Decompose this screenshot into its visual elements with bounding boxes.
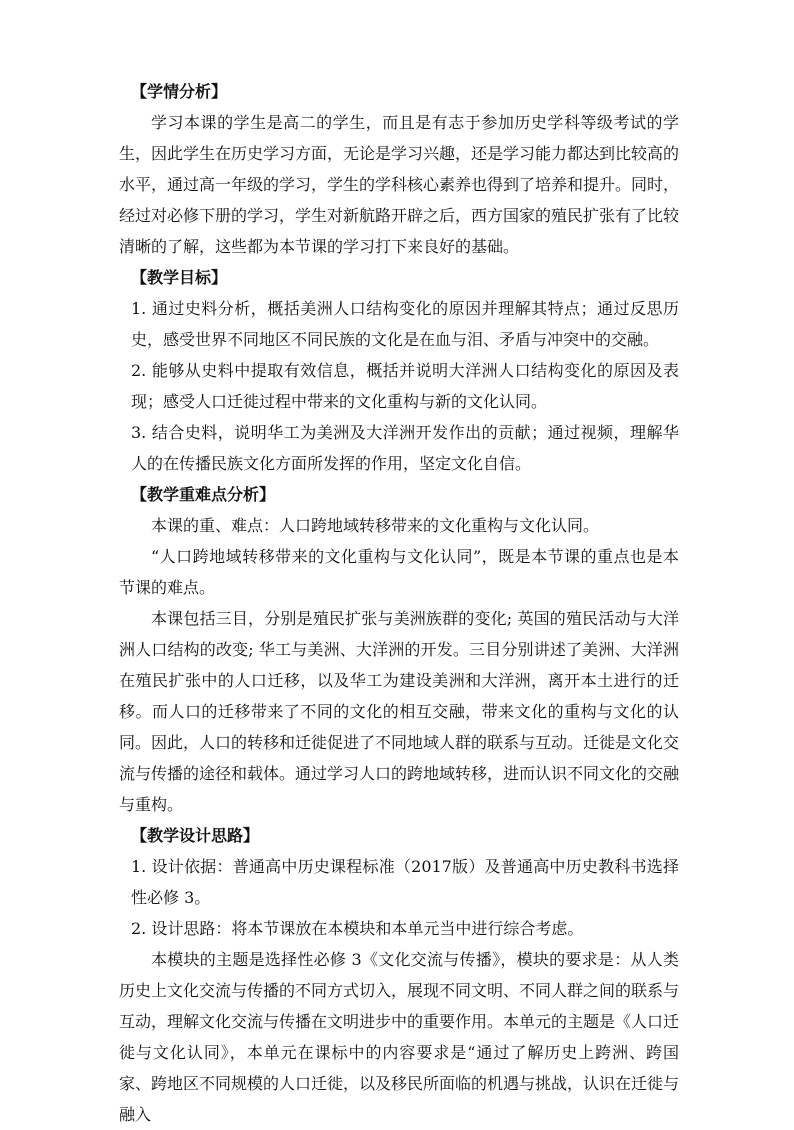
list-item-mubiao-3: 3. 结合史料，说明华工为美洲及大洋洲开发作出的贡献；通过视频，理解华人的在传播民族文化方面所发挥的作用，坚定文化自信。: [131, 423, 679, 473]
list-item-sheji-1: 1. 设计依据：普通高中历史课程标准（2017版）及普通高中历史教科书选择性必修 3。: [131, 857, 679, 907]
list-item-mubiao-1: 1. 通过史料分析，概括美洲人口结构变化的原因并理解其特点；通过反思历史，感受世界不同地区不同民族的文化是在血与泪、矛盾与冲突中的交融。: [131, 299, 679, 349]
section-heading-zhongnandian: 【教学重难点分析】: [131, 485, 276, 504]
paragraph-zhongnandian-3: 本课包括三目，分别是殖民扩张与美洲族群的变化; 英国的殖民活动与大洋洲人口结构的改变; 华工与美洲、大洋洲的开发。三目分别讲述了美洲、大洋洲在殖民扩张中的人口迁移，以及华工为建设美洲和大洋洲，离开本土进行的迁移。而人口的迁移带来了不同的文化的相互交融，带来文化的重构与文化的认同。因此，人口的转移和迁徙促进了不同地域人群的联系与互动。迁徙是文化交流与传播的途径和载体。通过学习人口的跨地域转移，进而认识不同文化的交融与重构。: [119, 609, 680, 814]
paragraph-sheji: 本模块的主题是选择性必修 3《文化交流与传播》，模块的要求是：从人类历史上文化交流与传播的不同方式切入，展现不同文明、不同人群之间的联系与互动，理解文化交流与传播在文明进步中的重要作用。本单元的主题是《人口迁徙与文化认同》，本单元在课标中的内容要求是“通过了解历史上跨洲、跨国家、跨地区不同规模的人口迁徙，以及移民所面临的机遇与挑战，认识在迁徙与融入: [119, 950, 680, 1124]
paragraph-xueqing: 学习本课的学生是高二的学生，而且是有志于参加历史学科等级考试的学生，因此学生在历史学习方面，无论是学习兴趣，还是学习能力都达到比较高的水平，通过高一年级的学习，学生的学科核心素养也得到了培养和提升。同时，经过对必修下册的学习，学生对新航路开辟之后，西方国家的殖民扩张有了比较清晰的了解，这些都为本节课的学习打下来良好的基础。: [119, 113, 680, 256]
document-page: [119, 76, 679, 1130]
section-heading-xueqing: 【学情分析】: [131, 82, 228, 101]
list-item-sheji-2: 2. 设计思路：将本节课放在本模块和本单元当中进行综合考虑。: [131, 919, 584, 938]
list-item-mubiao-2: 2. 能够从史料中提取有效信息，概括并说明大洋洲人口结构变化的原因及表现；感受人口迁徙过程中带来的文化重构与新的文化认同。: [131, 361, 679, 411]
section-heading-sheji: 【教学设计思路】: [131, 826, 260, 845]
paragraph-zhongnandian-2: “人口跨地域转移带来的文化重构与文化认同”，既是本节课的重点也是本节课的难点。: [119, 547, 679, 597]
paragraph-zhongnandian-1: 本课的重、难点：人口跨地域转移带来的文化重构与文化认同。: [151, 516, 600, 535]
section-heading-mubiao: 【教学目标】: [131, 268, 228, 287]
